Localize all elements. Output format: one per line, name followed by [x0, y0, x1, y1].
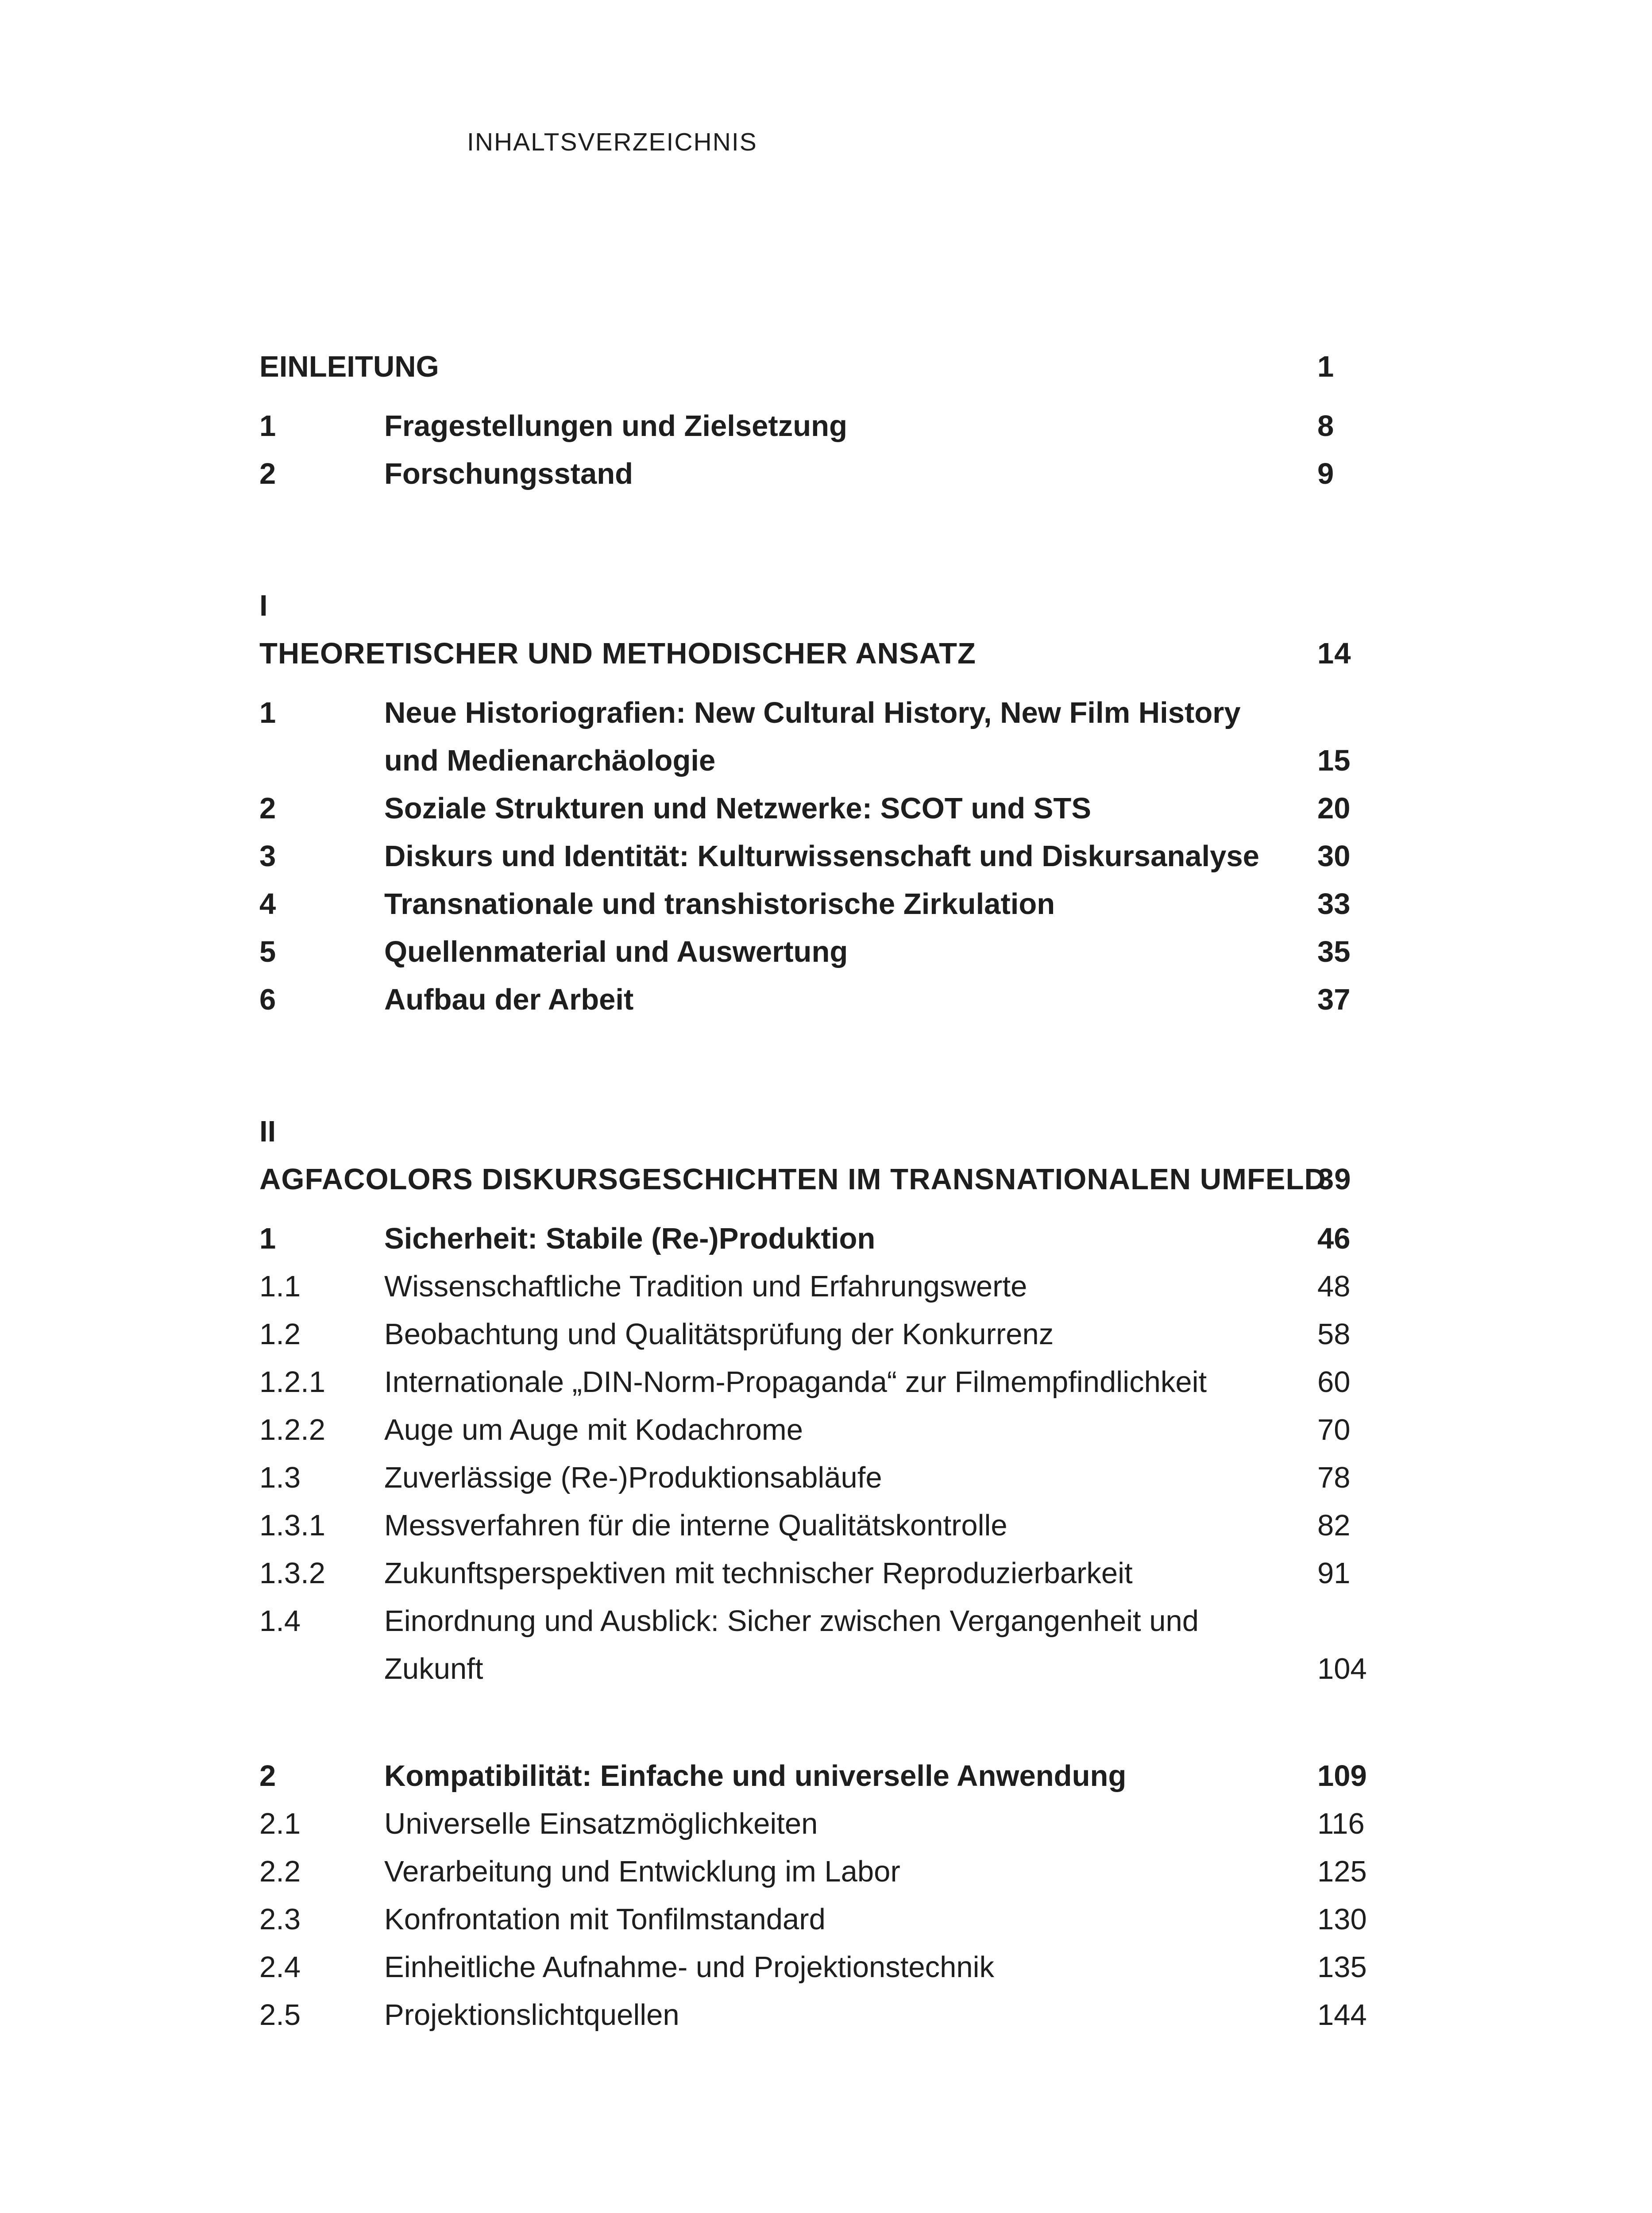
toc-entry-title: Einheitliche Aufnahme- und Projektionstechnik — [384, 1951, 995, 1984]
toc-part-heading[interactable] — [259, 630, 1393, 678]
toc-entry-number: 2.1 — [259, 1807, 301, 1840]
toc-page-number: 8 — [1317, 409, 1334, 443]
toc-page-number: 9 — [1317, 457, 1334, 490]
toc-section-heading[interactable] — [259, 1752, 1393, 1800]
toc-entry-number: 1.2.2 — [259, 1413, 326, 1446]
toc-page-number: 125 — [1317, 1855, 1367, 1888]
toc-entry[interactable] — [259, 1800, 1393, 1848]
toc-page-number: 20 — [1317, 792, 1351, 825]
toc-entry-number: 1.2.1 — [259, 1365, 326, 1399]
toc-entry-number: 3 — [259, 840, 276, 873]
toc-entry-number: 6 — [259, 983, 276, 1016]
toc-entry-number: 2 — [259, 457, 276, 490]
toc-entry-title: Neue Historiografien: New Cultural History, New Film History und Medienarchäologie — [384, 696, 1241, 777]
toc-entry-number: 1 — [259, 1222, 276, 1255]
toc-entry[interactable] — [259, 928, 1393, 976]
toc-page-number: 48 — [1317, 1270, 1351, 1303]
toc-page-number: 135 — [1317, 1951, 1367, 1984]
toc-page-number: 1 — [1317, 350, 1334, 383]
toc-entry-title: Zukunftsperspektiven mit technischer Reproduzierbarkeit — [384, 1557, 1133, 1590]
toc-entry-title: Universelle Einsatzmöglichkeiten — [384, 1807, 818, 1840]
toc-entry-title: Transnationale und transhistorische Zirkulation — [384, 887, 1055, 921]
toc-heading-label: EINLEITUNG — [259, 350, 439, 383]
toc-page-number: 60 — [1317, 1365, 1351, 1399]
toc-entry[interactable] — [259, 689, 1393, 785]
toc-part-heading[interactable] — [259, 1156, 1393, 1203]
toc-page-number: 116 — [1317, 1807, 1365, 1840]
toc-entry-number: 1.3 — [259, 1461, 301, 1494]
toc-page-number: 70 — [1317, 1413, 1351, 1446]
toc-entry[interactable] — [259, 1406, 1393, 1454]
toc-entry-number: 1.3.2 — [259, 1557, 326, 1590]
toc-entry-number: 1.2 — [259, 1318, 301, 1351]
part-roman-numeral: II — [259, 1115, 276, 1148]
toc-entry[interactable] — [259, 1943, 1393, 1991]
toc-entry-title: Internationale „DIN-Norm-Propaganda“ zur Filmempfindlichkeit — [384, 1365, 1207, 1399]
running-head: INHALTSVERZEICHNIS — [467, 128, 757, 156]
toc-page-number: 104 — [1317, 1652, 1367, 1685]
toc-entry[interactable] — [259, 1311, 1393, 1358]
toc-entry-title: Zuverlässige (Re-)Produktionsabläufe — [384, 1461, 882, 1494]
toc-entry-number: 1.4 — [259, 1604, 301, 1638]
toc-entry-title: Projektionslichtquellen — [384, 1998, 679, 2032]
toc-entry[interactable] — [259, 833, 1393, 880]
toc-entry-title: Verarbeitung und Entwicklung im Labor — [384, 1855, 900, 1888]
toc-page-number: 144 — [1317, 1998, 1367, 2032]
toc-entry[interactable] — [259, 1454, 1393, 1502]
toc-entry-title: Aufbau der Arbeit — [384, 983, 634, 1016]
toc-entry-number: 5 — [259, 935, 276, 968]
toc-page-number: 30 — [1317, 840, 1351, 873]
toc-entry-number: 2.4 — [259, 1951, 301, 1984]
toc-page-number: 46 — [1317, 1222, 1351, 1255]
toc-entry[interactable] — [259, 402, 1393, 450]
toc-entry-title: Einordnung und Ausblick: Sicher zwischen Vergangenheit und Zukunft — [384, 1604, 1199, 1685]
toc-intro-heading[interactable] — [259, 343, 1393, 391]
toc-entry-number: 1 — [259, 409, 276, 443]
toc-page-number: 91 — [1317, 1557, 1351, 1590]
part-roman-numeral: I — [259, 589, 268, 622]
toc-entry[interactable] — [259, 1263, 1393, 1311]
toc-entry[interactable] — [259, 450, 1393, 498]
toc-page-number: 14 — [1317, 637, 1351, 670]
toc-page-number: 39 — [1317, 1163, 1351, 1196]
toc-entry-title: Konfrontation mit Tonfilmstandard — [384, 1903, 826, 1936]
toc-entry[interactable] — [259, 785, 1393, 833]
toc-entry-number: 1.1 — [259, 1270, 301, 1303]
toc-entry-number: 2.5 — [259, 1998, 301, 2032]
toc-entry[interactable] — [259, 1550, 1393, 1597]
toc-entry[interactable] — [259, 880, 1393, 928]
toc-entry-number: 2.3 — [259, 1903, 301, 1936]
toc-entry-title: Soziale Strukturen und Netzwerke: SCOT und STS — [384, 792, 1092, 825]
toc-entry[interactable] — [259, 1502, 1393, 1550]
toc-page-number: 33 — [1317, 887, 1351, 921]
toc-entry-number: 2 — [259, 1759, 276, 1793]
toc-page-number: 58 — [1317, 1318, 1351, 1351]
toc-part-title: THEORETISCHER UND METHODISCHER ANSATZ — [259, 637, 976, 670]
toc-page-number: 130 — [1317, 1903, 1367, 1936]
toc-entry[interactable] — [259, 1848, 1393, 1896]
toc-page-number: 109 — [1317, 1759, 1367, 1793]
toc-entry-number: 2.2 — [259, 1855, 301, 1888]
toc-page-number: 35 — [1317, 935, 1351, 968]
toc-entry-title: Wissenschaftliche Tradition und Erfahrungswerte — [384, 1270, 1027, 1303]
toc-entry-title: Auge um Auge mit Kodachrome — [384, 1413, 803, 1446]
toc-page-number: 37 — [1317, 983, 1351, 1016]
toc-entry-number: 4 — [259, 887, 276, 921]
toc-entry[interactable] — [259, 1597, 1393, 1693]
toc-entry-title: Diskurs und Identität: Kulturwissenschaft und Diskursanalyse — [384, 840, 1259, 873]
toc-entry[interactable] — [259, 976, 1393, 1024]
toc-page-number: 15 — [1317, 744, 1351, 777]
toc-entry[interactable] — [259, 1358, 1393, 1406]
toc-entry-title: Kompatibilität: Einfache und universelle Anwendung — [384, 1759, 1127, 1793]
toc-entry[interactable] — [259, 1896, 1393, 1943]
toc-page-number: 78 — [1317, 1461, 1351, 1494]
toc-entry-number: 2 — [259, 792, 276, 825]
toc-entry[interactable] — [259, 1991, 1393, 2039]
toc-entry-title: Fragestellungen und Zielsetzung — [384, 409, 848, 443]
table-of-contents — [259, 343, 1393, 2039]
toc-entry-number: 1.3.1 — [259, 1509, 326, 1542]
toc-entry-number: 1 — [259, 696, 276, 729]
toc-entry-title: Beobachtung und Qualitätsprüfung der Konkurrenz — [384, 1318, 1054, 1351]
toc-section-heading[interactable] — [259, 1215, 1393, 1263]
toc-entry-title: Sicherheit: Stabile (Re-)Produktion — [384, 1222, 876, 1255]
toc-page-number: 82 — [1317, 1509, 1351, 1542]
toc-entry-title: Forschungsstand — [384, 457, 633, 490]
toc-part-title: AGFACOLORS DISKURSGESCHICHTEN IM TRANSNATIONALEN UMFELD — [259, 1163, 1326, 1196]
toc-entry-title: Messverfahren für die interne Qualitätskontrolle — [384, 1509, 1007, 1542]
toc-entry-title: Quellenmaterial und Auswertung — [384, 935, 848, 968]
